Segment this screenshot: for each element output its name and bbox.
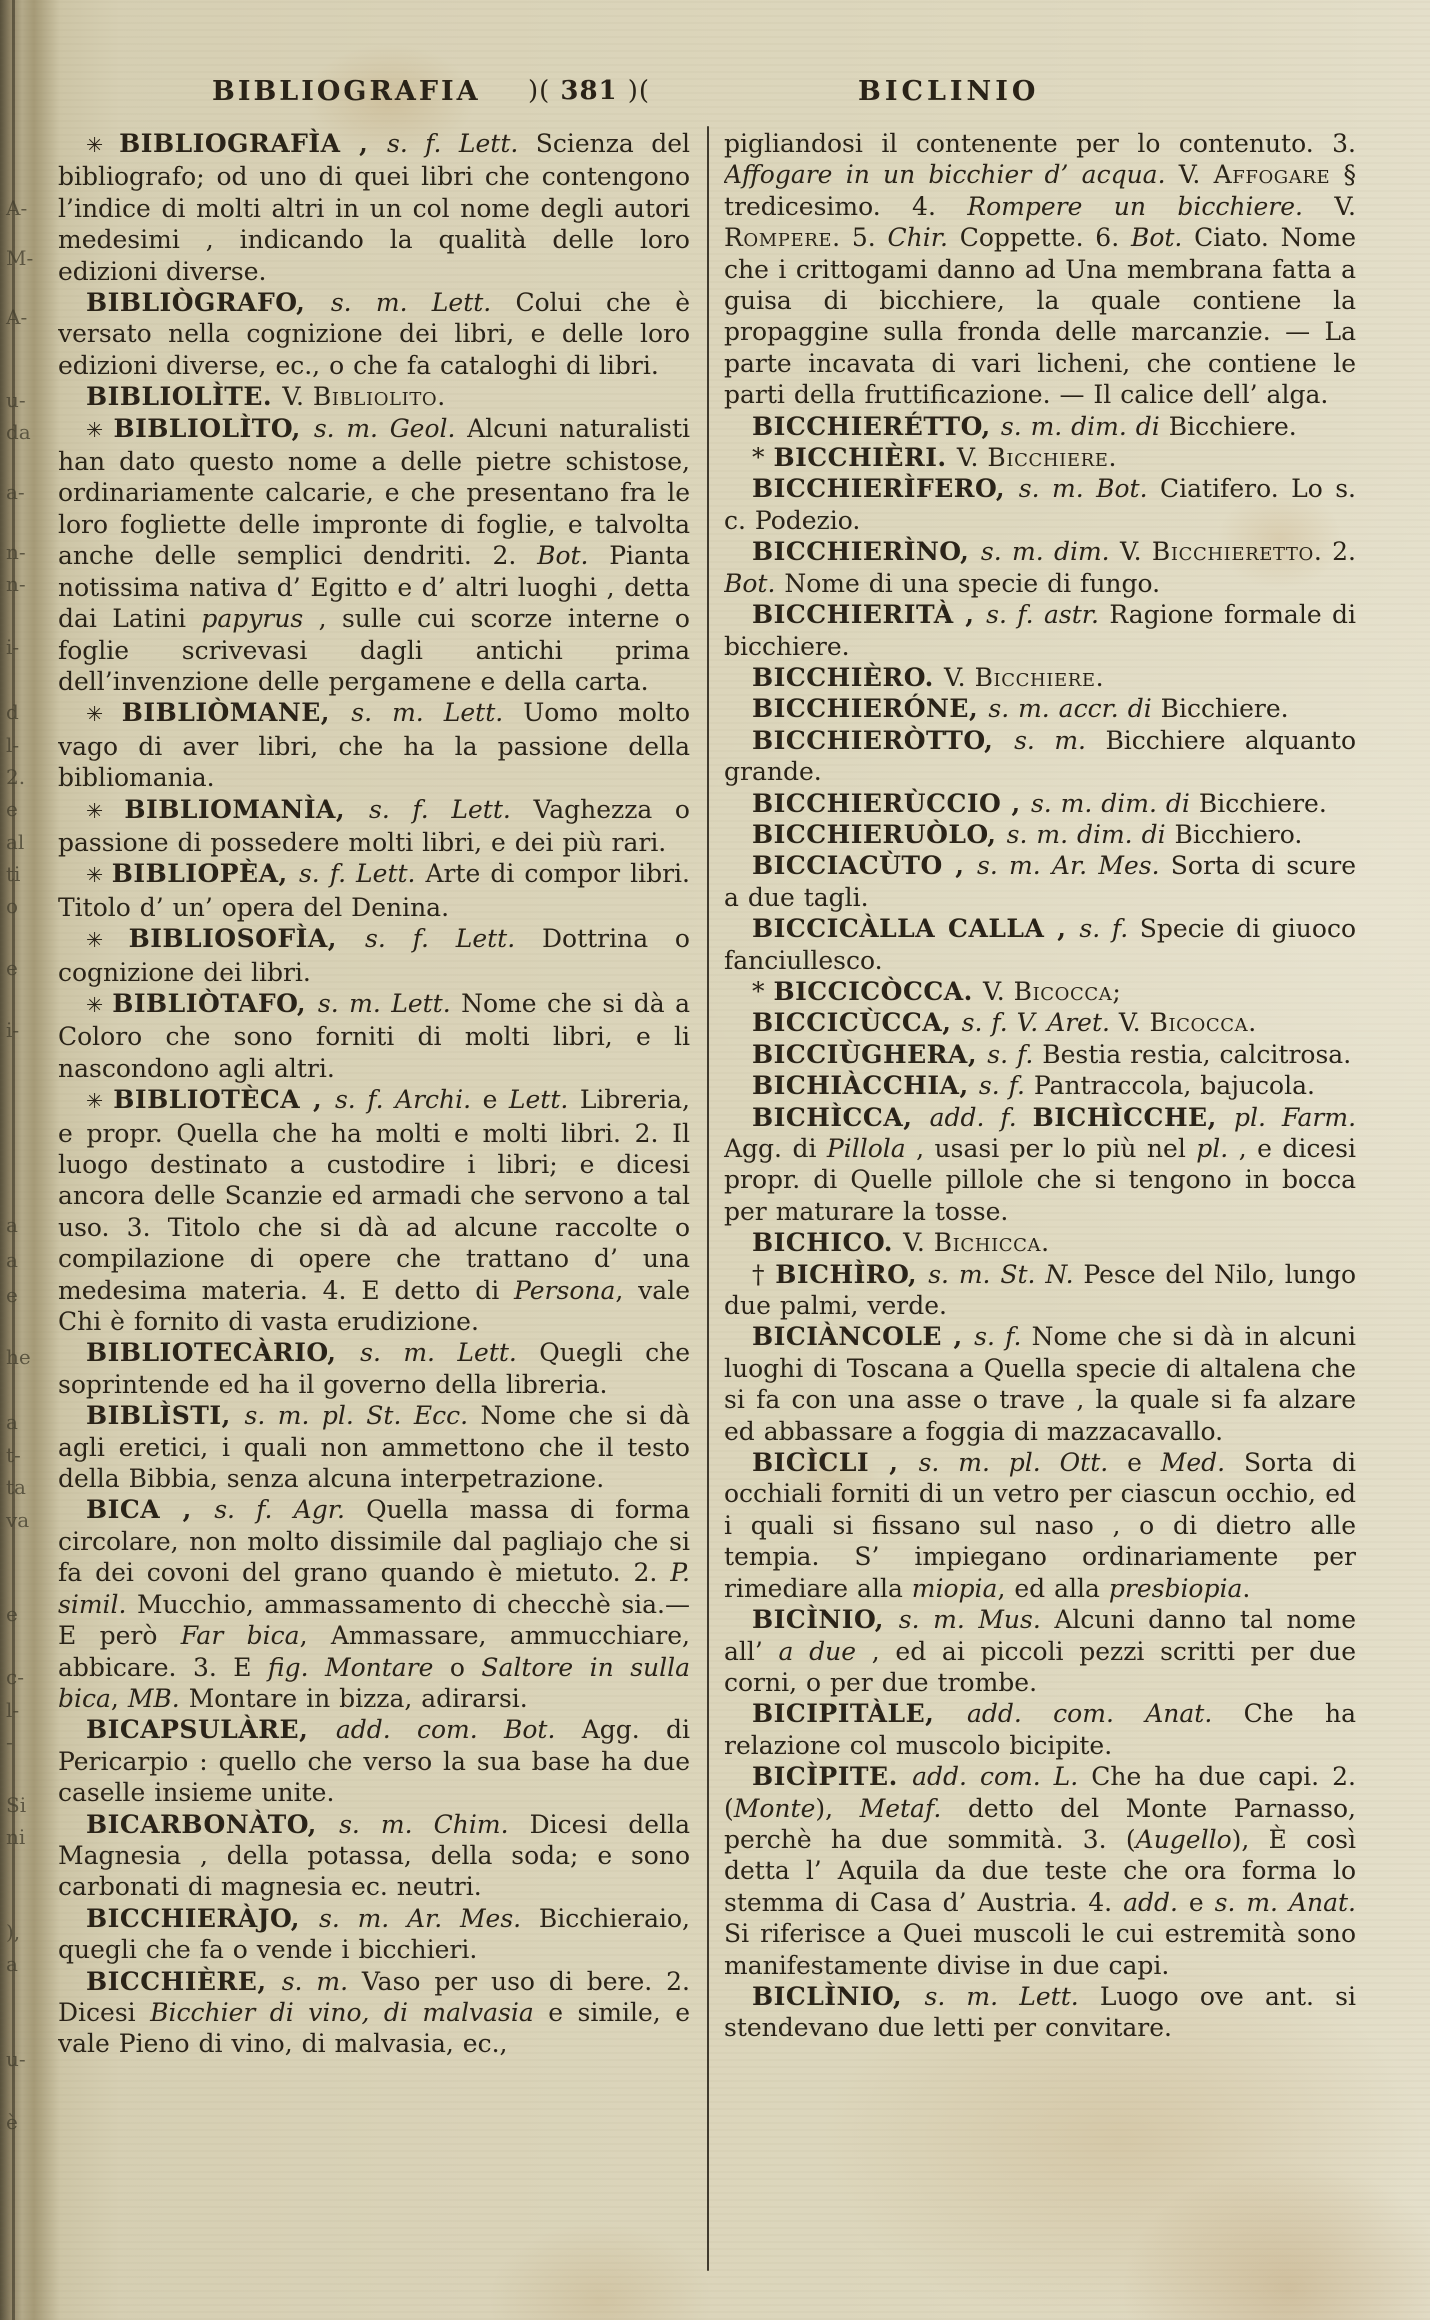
gutter-fragment: e: [6, 797, 18, 821]
page-number: 381: [560, 76, 618, 106]
dictionary-entry: ✳ BIBLIOMANÌA, s. f. Lett. Vaghezza o passione di possedere molti libri, e dei più rari.: [58, 794, 690, 857]
dictionary-entry: * BICCICÒCCA. V. Bicocca;: [752, 976, 1121, 1006]
dictionary-entry: BICHIÀCCHIA, s. f. Pantraccola, bajucola.: [752, 1071, 1315, 1101]
dictionary-entry: BICCHIERÌFERO, s. m. Bot. Ciatifero. Lo s. c. Podezio.: [724, 474, 1356, 535]
dictionary-entry: BICCHIERÓNE, s. m. accr. di Bicchiere.: [752, 694, 1289, 724]
gutter-fragment: A-: [6, 196, 28, 220]
dictionary-entry: † BICHÌRO, s. m. St. N. Pesce del Nilo, lungo due palmi, verde.: [724, 1259, 1356, 1321]
dictionary-entry: BICCHIERÌNO, s. m. dim. V. Bicchieretto. 2. Bot. Nome di una specie di fungo.: [724, 537, 1356, 598]
gutter-fragment: va: [6, 1508, 30, 1532]
gutter-fragment: l-: [6, 733, 20, 757]
gutter-fragment: è: [6, 2110, 18, 2134]
gutter-fragment: a: [6, 1248, 18, 1272]
gutter-fragment: -: [6, 1730, 13, 1754]
gutter-fragment: a-: [6, 480, 25, 504]
dictionary-entry: BICCHIERÉTTO, s. m. dim. di Bicchiere.: [752, 411, 1297, 441]
dictionary-entry: BICLÌNIO, s. m. Lett. Luogo ove ant. si stendevano due letti per convitare.: [724, 1981, 1356, 2043]
gutter-fragment: e: [6, 956, 18, 980]
dictionary-entry: BICA , s. f. Agr. Quella massa di forma circolare, non molto dissimile dal pagliajo che si fa dei covoni del grano quando è mietuto. 2. P. simil. Mucchio, ammassamento di checchè sia.— E però Far bica, Ammassare, ammucchiare, abbicare. 3. E fig. Montare o Saltore in sulla bica, MB. Montare in bizza, adirarsi.: [58, 1495, 690, 1713]
dictionary-entry: BICÌCLI , s. m. pl. Ott. e Med. Sorta di occhiali forniti di un vetro per ciascun occhio, ed i quali si fissano sul naso , o di dietro alle tempia. S’ impiegano ordinariamente per rimediare alla miopia, ed alla presbiopia.: [724, 1448, 1356, 1603]
gutter-fragment: d: [6, 700, 19, 724]
dictionary-entry: BICCHIERÀJO, s. m. Ar. Mes. Bicchieraio, quegli che fa o vende i bicchieri.: [58, 1903, 690, 1965]
dictionary-entry: BICCIACÙTO , s. m. Ar. Mes. Sorta di scure a due tagli.: [724, 851, 1356, 912]
gutter-fragment: e: [6, 1283, 18, 1307]
dictionary-entry: ✳ BIBLIÒTAFO, s. m. Lett. Nome che si dà a Coloro che sono forniti di molti libri, e li nascondono agli altri.: [58, 988, 690, 1083]
gutter-fragment: a: [6, 1952, 18, 1976]
dictionary-entry: ✳ BIBLIÒMANE, s. m. Lett. Uomo molto vago di aver libri, che ha la passione della bibliomania.: [58, 698, 690, 793]
dictionary-entry: BICCICÀLLA CALLA , s. f. Specie di giuoco fanciullesco.: [724, 914, 1356, 975]
gutter-fragment: u-: [6, 2047, 26, 2071]
gutter-fragment: da: [6, 420, 31, 444]
dictionary-entry: ✳ BIBLIOSOFÌA, s. f. Lett. Dottrina o cognizione dei libri.: [58, 924, 690, 987]
gutter-fragment: l-: [6, 1698, 20, 1722]
dictionary-entry: ✳ BIBLIOLÌTO, s. m. Geol. Alcuni naturalisti han dato questo nome a delle pietre schistose, ordinariamente calcarie, e che presentano fra le loro fogliette delle impronte di foglie, e talvolta anche delle semplici dendriti. 2. Bot. Pianta notissima nativa d’ Egitto e d’ altri luoghi , detta dai Latini papyrus , sulle cui scorze interne o foglie scrivevasi dagli antichi prima dell’invenzione delle pergamene e della carta.: [58, 413, 690, 696]
dictionary-entry: BICCIÙGHERA, s. f. Bestia restia, calcitrosa.: [752, 1039, 1352, 1069]
gutter-fragment: M-: [6, 246, 34, 270]
gutter-fragment: i-: [6, 1018, 20, 1042]
gutter-fragment: c-: [6, 1665, 24, 1689]
gutter-fragment: a: [6, 1213, 18, 1237]
dictionary-entry: BIBLIOTECÀRIO, s. m. Lett. Quegli che soprintende ed ha il governo della libreria.: [58, 1338, 690, 1399]
dictionary-entry: BIBLÌSTI, s. m. pl. St. Ecc. Nome che si dà agli eretici, i quali non ammettono che il testo della Bibbia, senza alcuna interpetrazione.: [58, 1401, 690, 1494]
dictionary-entry: ✳ BIBLIOPÈA, s. f. Lett. Arte di compor libri. Titolo d’ un’ opera del Denina.: [58, 859, 690, 922]
dictionary-entry: BIBLIÒGRAFO, s. m. Lett. Colui che è versato nella cognizione dei libri, e delle loro edizioni diverse, ec., o che fa cataloghi di libri.: [58, 288, 690, 380]
gutter-fragment: n-: [6, 572, 26, 596]
gutter-fragment: ni: [6, 1825, 26, 1849]
dictionary-entry: BICCICÙCCA, s. f. V. Aret. V. Bicocca.: [752, 1008, 1257, 1038]
dictionary-entry: BICÌNIO, s. m. Mus. Alcuni danno tal nome all’ a due , ed ai piccoli pezzi scritti per due corni, o per due trombe.: [724, 1605, 1356, 1697]
dictionary-entry: pigliandosi il contenente per lo contenuto. 3. Affogare in un bicchier d’ acqua. V. Affogare § tredicesimo. 4. Rompere un bicchiere. V. Rompere. 5. Chir. Coppette. 6. Bot. Ciato. Nome che i crittogami danno ad Una membrana fatta a guisa di bicchiere, la quale contiene la propaggine sulla fronda delle marcanzie. — La parte incavata di vari licheni, che contiene le parti della fruttificazione. — Il calice dell’ alga.: [724, 129, 1356, 410]
dictionary-entry: BICCHIÈRO. V. Bicchiere.: [752, 662, 1104, 692]
running-header: [0, 76, 1430, 122]
gutter-fragment: ta: [6, 1475, 26, 1499]
dictionary-entry: * BICCHIÈRI. V. Bicchiere.: [752, 443, 1117, 473]
right-column: [724, 128, 1356, 2308]
dictionary-entry: BICCHIERÙCCIO , s. m. dim. di Bicchiere.: [752, 788, 1327, 818]
folio-bracket-right: )(: [627, 76, 650, 106]
page-folio: [528, 76, 650, 106]
dictionary-entry: BICCHIERÒTTO, s. m. Bicchiere alquanto grande.: [724, 725, 1356, 787]
dictionary-entry: BICHÌCCA, add. f. BICHÌCCHE, pl. Farm. Agg. di Pillola , usasi per lo più nel pl. , e dicesi propr. di Quelle pillole che si tengono in bocca per maturare la tosse.: [724, 1102, 1356, 1226]
dictionary-entry: BICCHIÈRE, s. m. Vaso per uso di bere. 2. Dicesi Bicchier di vino, di malvasia e simile, e vale Pieno di vino, di malvasia, ec.,: [58, 1966, 690, 2059]
gutter-fragment: A-: [6, 305, 28, 329]
dictionary-entry: BICCHIERITÀ , s. f. astr. Ragione formale di bicchiere.: [724, 600, 1356, 661]
dictionary-entry: BICÌPITE. add. com. L. Che ha due capi. 2. (Monte), Metaf. detto del Monte Parnasso, perchè ha due sommità. 3. (Augello), È così detta l’ Aquila da due teste che ora forma lo stemma di Casa d’ Austria. 4. add. e s. m. Anat. Si riferisce a Quei muscoli le cui estremità sono manifestamente divise in due capi.: [724, 1762, 1356, 1980]
gutter-fragment: e: [6, 1602, 18, 1626]
gutter-fragment: ti: [6, 862, 21, 886]
gutter-fragment: al: [6, 830, 25, 854]
gutter-fragment: he: [6, 1345, 31, 1369]
folio-bracket-left: )(: [528, 76, 551, 106]
gutter-fragment: i-: [6, 635, 20, 659]
gutter-fragment: 2.: [6, 765, 26, 789]
running-title-left: BIBLIOGRAFIA: [212, 76, 481, 107]
dictionary-entry: BICAPSULÀRE, add. com. Bot. Agg. di Pericarpio : quello che verso la sua base ha due caselle insieme unite.: [58, 1715, 690, 1808]
column-divider-rule: [707, 126, 709, 2271]
gutter-fragment: u-: [6, 388, 26, 412]
dictionary-entry: BICHICO. V. Bichicca.: [752, 1228, 1050, 1258]
dictionary-entry: BIBLIOLÌTE. V. Bibliolito.: [86, 382, 446, 412]
gutter-fragment: n-: [6, 540, 26, 564]
gutter-fragment: Si: [6, 1793, 27, 1817]
dictionary-entry: BICIÀNCOLE , s. f. Nome che si dà in alcuni luoghi di Toscana a Quella specie di altalena che si fa con una asse o trave , la quale si fa alzare ed abbassare a foggia di mazzacavallo.: [724, 1322, 1356, 1446]
dictionary-entry: BICARBONÀTO, s. m. Chim. Dicesi della Magnesia , della potassa, della soda; e sono carbonati di magnesia ec. neutri.: [58, 1809, 690, 1902]
gutter-fragment: ),: [6, 1920, 21, 1944]
gutter-fragment: a: [6, 1410, 18, 1434]
running-title-right: BICLINIO: [858, 76, 1040, 107]
left-column: [58, 128, 690, 2308]
dictionary-entry: BICIPITÀLE, add. com. Anat. Che ha relazione col muscolo bicipite.: [724, 1699, 1356, 1760]
dictionary-entry: ✳ BIBLIOGRAFÌA , s. f. Lett. Scienza del bibliografo; od uno di quei libri che contengono l’indice di molti altri in un col nome degli autori medesimi , indicando la qualità delle loro edizioni diverse.: [58, 129, 690, 286]
dictionary-entry: ✳ BIBLIOTÈCA , s. f. Archi. e Lett. Libreria, e propr. Quella che ha molti e molti libri. 2. Il luogo destinato a custodire i libri; e dicesi ancora delle Scanzie ed armadi che servono a tal uso. 3. Titolo che si dà ad alcune raccolte o compilazione di opere che trattano d’ una medesima materia. 4. E detto di Persona, vale Chi è fornito di vasta erudizione.: [58, 1085, 690, 1337]
dictionary-entry: BICCHIERUÒLO, s. m. dim. di Bicchiero.: [752, 819, 1303, 849]
gutter-fragment: t-: [6, 1443, 21, 1467]
gutter-fragment: o: [6, 894, 19, 918]
